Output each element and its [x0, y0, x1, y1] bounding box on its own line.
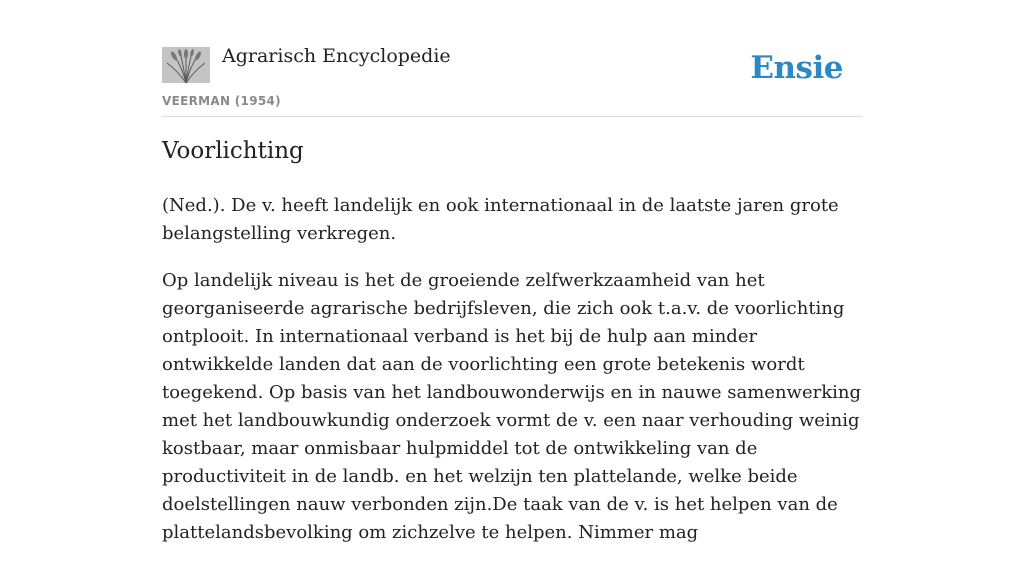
source-author-year: VEERMAN (1954)	[162, 94, 281, 108]
article-body	[162, 192, 862, 566]
source-header	[162, 0, 862, 117]
source-title[interactable]: Agrarisch Encyclopedie	[222, 45, 451, 67]
article-paragraph: Op landelijk niveau is het de groeiende zelfwerkzaamheid van het georganiseerde agrarische bedrijfsleven, die zich ook t.a.v. de voorlichting ontplooit. In internationaal verband is het bij de hulp aan minder ontwikkelde landen dat aan de voorlichting een grote betekenis wordt toegekend. Op basis van het landbouwonderwijs en in nauwe samenwerking met het landbouwkundig onderzoek vormt de v. een naar verhouding weinig kostbaar, maar onmisbaar hulpmiddel tot de ontwikkeling van de productiviteit in de landb. en het welzijn ten plattelande, welke beide doelstellingen nauw verbonden zijn.De taak van de v. is het helpen van de plattelandsbevolking om zichzelve te helpen. Nimmer mag	[162, 270, 861, 543]
brand-logo[interactable]: Ensie	[750, 50, 843, 86]
article-paragraph: (Ned.). De v. heeft landelijk en ook internationaal in de laatste jaren grote belangstelling verkregen.	[162, 195, 839, 244]
wheat-engraving-icon[interactable]	[162, 47, 210, 83]
content-container	[162, 0, 862, 543]
article-title: Voorlichting	[162, 138, 304, 164]
